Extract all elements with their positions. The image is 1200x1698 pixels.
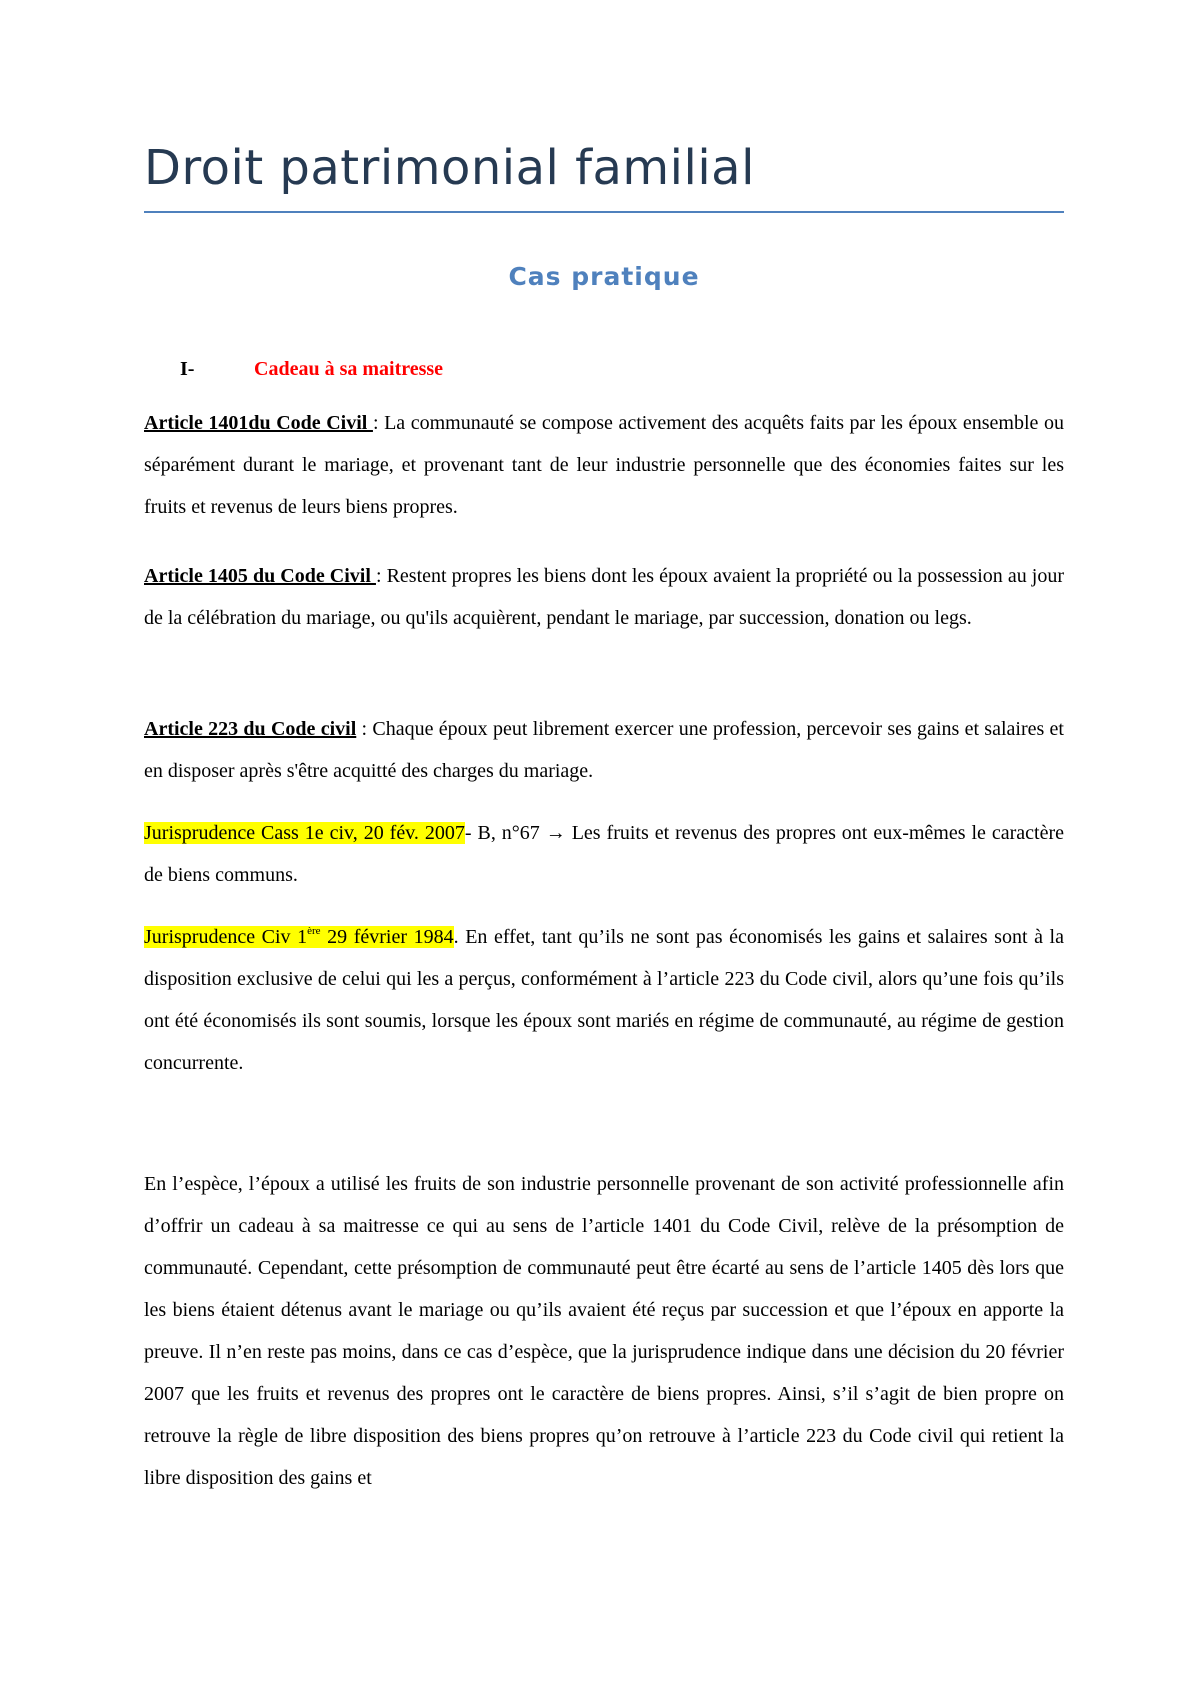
- paragraph-text: . En effet, tant qu’ils ne sont pas économisés les gains et salaires sont à la disposition exclusive de celui qui les a perçus, conformément à l’article 223 du Code civil, alors qu’une fois qu’ils ont été économisés ils sont soumis, lorsque les époux sont mariés en régime de communauté, au régime de gestion concurrente.: [144, 926, 1064, 1074]
- paragraph-article-223: [144, 708, 1064, 792]
- document-subtitle: Cas pratique: [508, 262, 700, 291]
- paragraph-text: : La communauté se compose activement des acquêts faits par les époux ensemble ou séparément durant le mariage, et provenant tant de leur industrie personnelle que des économies faites sur les fruits et revenus de leurs biens propres.: [144, 412, 1064, 518]
- paragraph-jurisprudence-2007: [144, 812, 1064, 896]
- highlighted-jurisprudence: [144, 926, 454, 948]
- highlighted-jurisprudence: Jurisprudence Cass 1e civ, 20 fév. 2007: [144, 822, 465, 844]
- paragraph-analysis: [144, 1163, 1064, 1499]
- section-heading: [180, 358, 443, 381]
- article-reference: Article 1405 du Code Civil: [144, 565, 376, 587]
- paragraph-article-1401: [144, 402, 1064, 528]
- paragraph-text: : Chaque époux peut librement exercer une profession, percevoir ses gains et salaires et en disposer après s'être acquitté des charges du mariage.: [144, 718, 1064, 782]
- paragraph-text: : Restent propres les biens dont les époux avaient la propriété ou la possession au jour de la célébration du mariage, ou qu'ils acquièrent, pendant le mariage, par succession, donation ou legs.: [144, 565, 1064, 629]
- article-reference: Article 1401du Code Civil: [144, 412, 373, 434]
- paragraph-jurisprudence-1984: [144, 916, 1064, 1084]
- section-number: I-: [180, 358, 195, 380]
- title-underline: [144, 211, 1064, 213]
- jurisprudence-date: 29 février 1984: [320, 926, 454, 948]
- paragraph-article-1405: [144, 555, 1064, 639]
- section-title: Cadeau à sa maitresse: [254, 358, 444, 380]
- arrow-right-icon: →: [545, 822, 566, 844]
- document-title: Droit patrimonial familial: [144, 140, 755, 196]
- ordinal-superscript: ère: [307, 925, 321, 937]
- article-reference: Article 223 du Code civil: [144, 718, 357, 740]
- jurisprudence-reference: - B, n°67: [464, 822, 546, 844]
- jurisprudence-label: Jurisprudence Civ 1: [144, 926, 308, 948]
- paragraph-text: Les fruits et revenus des propres ont eux-mêmes le caractère de biens communs.: [144, 822, 1064, 886]
- paragraph-text: En l’espèce, l’époux a utilisé les fruits de son industrie personnelle provenant de son activité professionnelle afin d’offrir un cadeau à sa maitresse ce qui au sens de l’article 1401 du Code Civil, relève de la présomption de communauté. Cependant, cette présomption de communauté peut être écarté au sens de l’article 1405 dès lors que les biens étaient détenus avant le mariage ou qu’ils avaient été reçus par succession et que l’époux en apporte la preuve. Il n’en reste pas moins, dans ce cas d’espèce, que la jurisprudence indique dans une décision du 20 février 2007 que les fruits et revenus des propres ont le caractère de biens propres. Ainsi, s’il s’agit de bien propre on retrouve la règle de libre disposition des biens propres qu’on retrouve à l’article 223 du Code civil qui retient la libre disposition des gains et: [144, 1173, 1064, 1489]
